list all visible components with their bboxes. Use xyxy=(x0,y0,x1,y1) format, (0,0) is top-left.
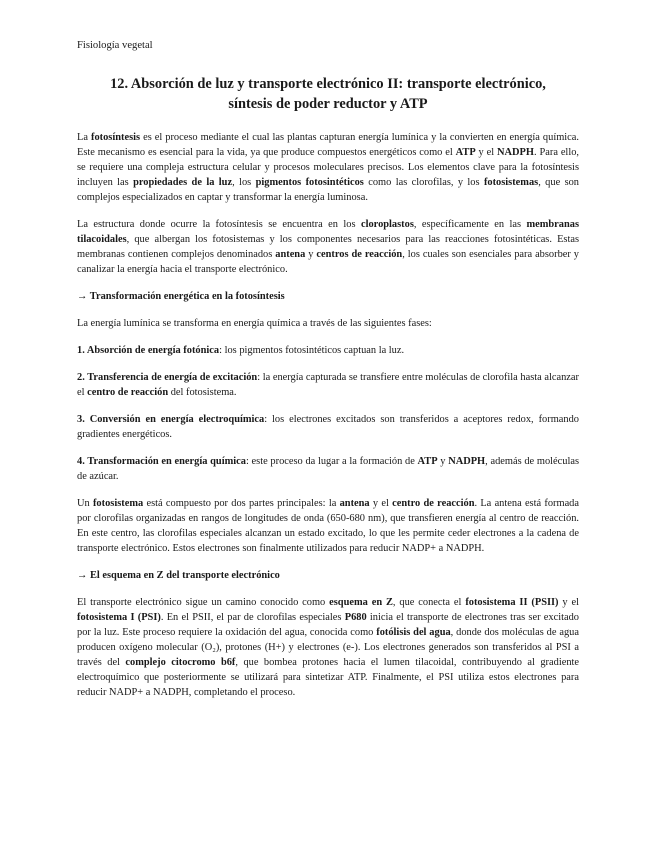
phase-2 xyxy=(77,370,579,400)
phase-4-term-nadph: NADPH xyxy=(448,456,486,467)
title-line-1: 12. Absorción de luz y transporte electrónico II: transporte electrónico, xyxy=(110,76,546,92)
phase-2-title: 2. Transferencia de energía de excitación xyxy=(77,372,258,383)
intro-term-propiedades-luz: propiedades de la luz xyxy=(133,177,233,188)
zscheme-term-citocromo: complejo citocromo b6f xyxy=(125,657,236,668)
phases-intro: La energía lumínica se transforma en energía química a través de las siguientes fases: xyxy=(77,318,432,329)
zscheme-term-psi: fotosistema I (PSI) xyxy=(77,612,161,623)
phase-4-text-2: y xyxy=(437,456,449,467)
structure-text-4: y xyxy=(305,249,317,260)
photosystem-term-antena: antena xyxy=(339,498,370,509)
zscheme-text-4: . En el PSII, el par de clorofilas especiales xyxy=(160,612,345,623)
intro-text-3: y el xyxy=(475,147,498,158)
structure-term-membranas: membranas tilacoidales xyxy=(77,219,579,245)
running-header: Fisiología vegetal xyxy=(77,40,153,51)
phase-4-text-3: , además de moléculas de azúcar. xyxy=(77,456,580,482)
phase-2-term: centro de reacción xyxy=(87,387,169,398)
phase-4-text-1: : este proceso da lugar a la formación de xyxy=(245,456,418,467)
zscheme-term-fotolisis: fotólisis del agua xyxy=(376,627,451,638)
phase-3 xyxy=(77,412,579,442)
photosystem-term-fotosistema: fotosistema xyxy=(92,498,144,509)
intro-text-1: La xyxy=(77,132,91,143)
zscheme-text-6: , donde dos moléculas de agua producen oxígeno molecular (O₂), protones (H+) y electrones (e-). Los electrones generados son transferidos al PSI a través del xyxy=(77,627,579,668)
zscheme-text-3: y el xyxy=(558,597,580,608)
photosystem-text-4: . La antena está formada por clorofilas organizadas en rangos de longitudes de onda (650-680 nm), que transfieren energía al centro de reacción. En este centro, las clorofilas especiales alcanzan un estado excitado, lo que les permite ceder electrones a la cadena de transporte electrónico. Estos electrones son finalmente utilizados para reducir NADP+ a NADPH. xyxy=(77,498,579,554)
zscheme-term-esquema: esquema en Z xyxy=(329,597,393,608)
zscheme-text-7: , que bombea protones hacia el lumen tilacoidal, contribuyendo al gradiente electroquímico que posteriormente se utilizará para sintetizar ATP. Finalmente, el PSI utiliza estos electrones para reducir NADP+ a NADPH, completando el proceso. xyxy=(77,657,580,698)
structure-text-5: , los cuales son esenciales para absorber y canalizar la energía hacia el transporte electrónico. xyxy=(77,249,580,275)
section-heading-esquema-z: → El esquema en Z del transporte electrónico xyxy=(77,570,280,581)
page-title xyxy=(77,74,579,114)
intro-term-fotosintesis: fotosíntesis xyxy=(90,132,141,143)
phase-1-title: 1. Absorción de energía fotónica xyxy=(77,345,220,356)
intro-text-4: . Para ello, se requiere una compleja estructura celular y procesos moleculares precisos. Los elementos clave para la fotosíntesis incluyen las xyxy=(77,147,579,188)
phase-4 xyxy=(77,454,579,484)
structure-text-1: La estructura donde ocurre la fotosíntesis se encuentra en los xyxy=(77,219,361,230)
phase-2-text-1: : la energía capturada se transfiere entre moléculas de clorofila hasta alcanzar el xyxy=(77,372,579,398)
intro-term-pigmentos: pigmentos fotosintéticos xyxy=(255,177,364,188)
zscheme-paragraph xyxy=(77,595,579,700)
phase-2-text-2: del fotosistema. xyxy=(168,387,237,398)
zscheme-text-1: El transporte electrónico sigue un camino conocido como xyxy=(77,597,330,608)
photosystem-term-centro: centro de reacción xyxy=(392,498,475,509)
intro-text-2: es el proceso mediante el cual las plantas capturan energía lumínica y la convierten en energía química. Este mecanismo es esencial para la vida, ya que produce compuestos energéticos como el xyxy=(77,132,579,158)
intro-term-atp: ATP xyxy=(455,147,476,158)
intro-text-7: , que son complejos especializados en captar y transformar la energía luminosa. xyxy=(77,177,579,203)
intro-text-6: como las clorofilas, y los xyxy=(363,177,484,188)
intro-term-nadph: NADPH xyxy=(497,147,534,158)
phase-1 xyxy=(77,343,579,358)
phase-3-title: 3. Conversión en energía electroquímica xyxy=(77,414,265,425)
structure-text-3: , que albergan los fotosistemas y los componentes necesarios para las reacciones fotosintéticas. Estas membranas contienen complejos denominados xyxy=(77,234,579,260)
structure-term-cloroplastos: cloroplastos xyxy=(360,219,414,230)
phase-4-term-atp: ATP xyxy=(417,456,438,467)
phase-3-text: : los electrones excitados son transferidos a aceptores redox, formando gradientes energéticos. xyxy=(77,414,579,440)
zscheme-term-p680: P680 xyxy=(344,612,367,623)
structure-text-2: , específicamente en las xyxy=(413,219,527,230)
photosystem-text-3: y el xyxy=(369,498,393,509)
photosystem-paragraph xyxy=(77,496,579,556)
structure-term-antena: antena xyxy=(275,249,306,260)
structure-paragraph xyxy=(77,217,579,277)
phase-1-text: : los pigmentos fotosintéticos captuan la luz. xyxy=(219,345,405,356)
structure-term-centros: centros de reacción xyxy=(316,249,403,260)
intro-text-5: , los xyxy=(232,177,256,188)
intro-term-fotosistemas: fotosistemas xyxy=(483,177,539,188)
section-heading-transformacion: → Transformación energética en la fotosíntesis xyxy=(77,291,285,302)
zscheme-text-2: , que conecta el xyxy=(392,597,466,608)
zscheme-text-5: inicia el transporte de electrones tras ser excitado por la luz. Este proceso requiere la oxidación del agua, conocida como xyxy=(77,612,579,638)
phase-4-title: 4. Transformación en energía química xyxy=(77,456,246,467)
title-line-2: síntesis de poder reductor y ATP xyxy=(228,96,428,112)
photosystem-text-2: está compuesto por dos partes principales: la xyxy=(143,498,340,509)
intro-paragraph xyxy=(77,130,579,205)
zscheme-term-psii: fotosistema II (PSII) xyxy=(465,597,559,608)
photosystem-text-1: Un xyxy=(77,498,93,509)
